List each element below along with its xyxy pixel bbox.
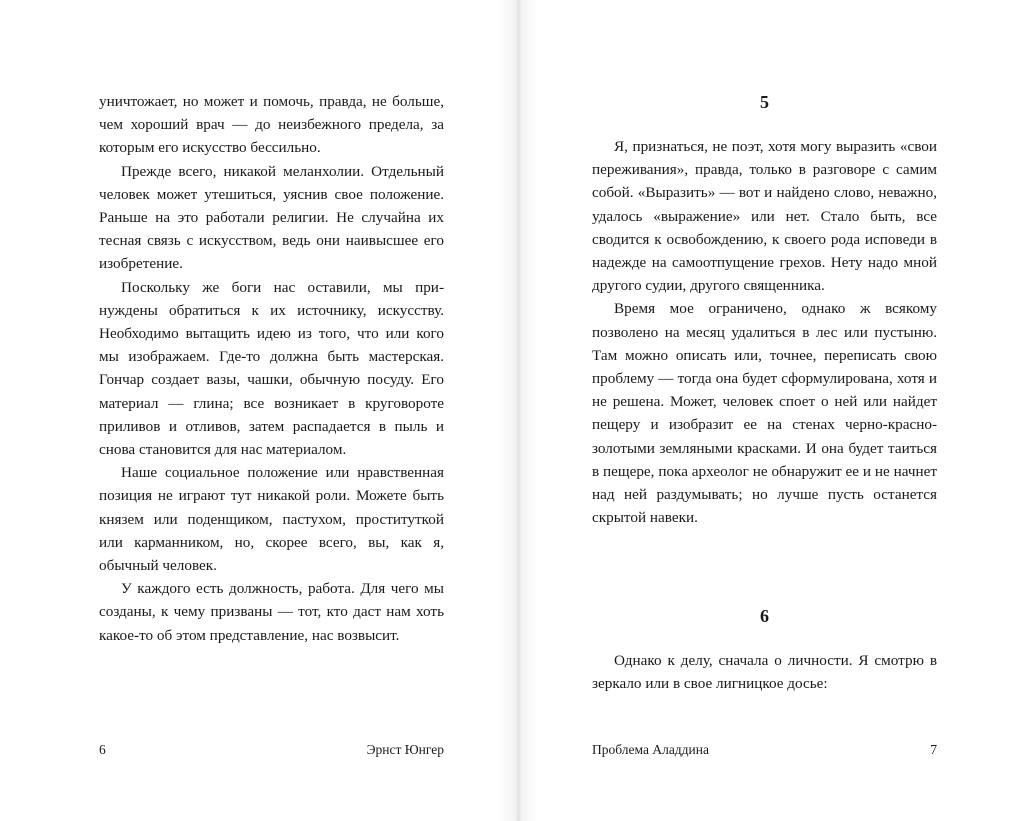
chapter-5-paragraph-2: Время мое ограничено, однако ж всякому позволено на месяц удалиться в лес или пустыню. Там можно описать или, точнее, переписать свою проблему — тогда она будет сформулирована, хотя и не решена. Может, человек споет о ней или найдет пещеру и изобразит ее на стенах черно-красно-золотыми земляными красками. И она будет таиться в пещере, пока археолог не обнаружит ее и не начнет над ней раздумывать; но лучше пусть останется скрытой навеки. [592, 300, 937, 527]
left-paragraph-4: Наше социальное положение или нравственная позиция не играют тут никакой роли. Можете быть князем или поденщиком, пастухом, проституткой или карманником, но, скорее всего, вы, как я, обычный человек. [99, 464, 444, 575]
chapter-6-text [592, 649, 937, 695]
left-paragraph-2: Прежде всего, никакой меланхолии. Отдельный человек может утешиться, уяснив свое положение. Раньше на это работали религии. Не случайна их тесная связь с искусством, ведь они наивысшее его изобретение. [99, 162, 444, 273]
right-running-title: Проблема Аладдина [592, 742, 709, 757]
left-paragraph-5: У каждого есть должность, работа. Для чего мы созданы, к чему призваны — тот, кто даст нам хоть какое-то об этом представление, нас возвысит. [99, 580, 444, 644]
chapter-5-text [592, 135, 937, 529]
right-page-number: 7 [930, 742, 937, 757]
left-page-text [99, 90, 444, 647]
left-running-title: Эрнст Юнгер [366, 742, 444, 757]
chapter-6-paragraph-1: Однако к делу, сначала о личности. Я смотрю в зеркало или в свое лигницкое досье: [592, 652, 937, 693]
chapter-6-heading: 6 [760, 606, 769, 626]
left-paragraph-1: уничтожает, но может и помочь, правда, не больше, чем хороший врач — до неизбежного предела, за которым его искусство бессильно. [99, 93, 444, 157]
left-paragraph-3: Поскольку же боги нас оставили, мы принуждены обратиться к их источнику, искусству. Необходимо вытащить идею из того, что или кого мы изображаем. Где-то должна быть мастерская. Гончар создает вазы, чашки, обычную посуду. Его материал — глина; все возникает в круговороте приливов и отливов, затем распадается в пыль и снова становится для нас материалом. [99, 278, 444, 459]
left-page-number: 6 [99, 742, 106, 757]
chapter-5-paragraph-1: Я, признаться, не поэт, хотя могу выразить «свои переживания», правда, только в разговоре с самим собой. «Выразить» — вот и найдено слово, неважно, удалось «выражение» или нет. Стало быть, все сводится к освобождению, к своего рода исповеди в надежде на самоотпущение грехов. Нету надо мной другого судии, другого священника. [592, 138, 937, 295]
chapter-5-heading: 5 [760, 92, 769, 112]
right-page [518, 0, 1036, 821]
